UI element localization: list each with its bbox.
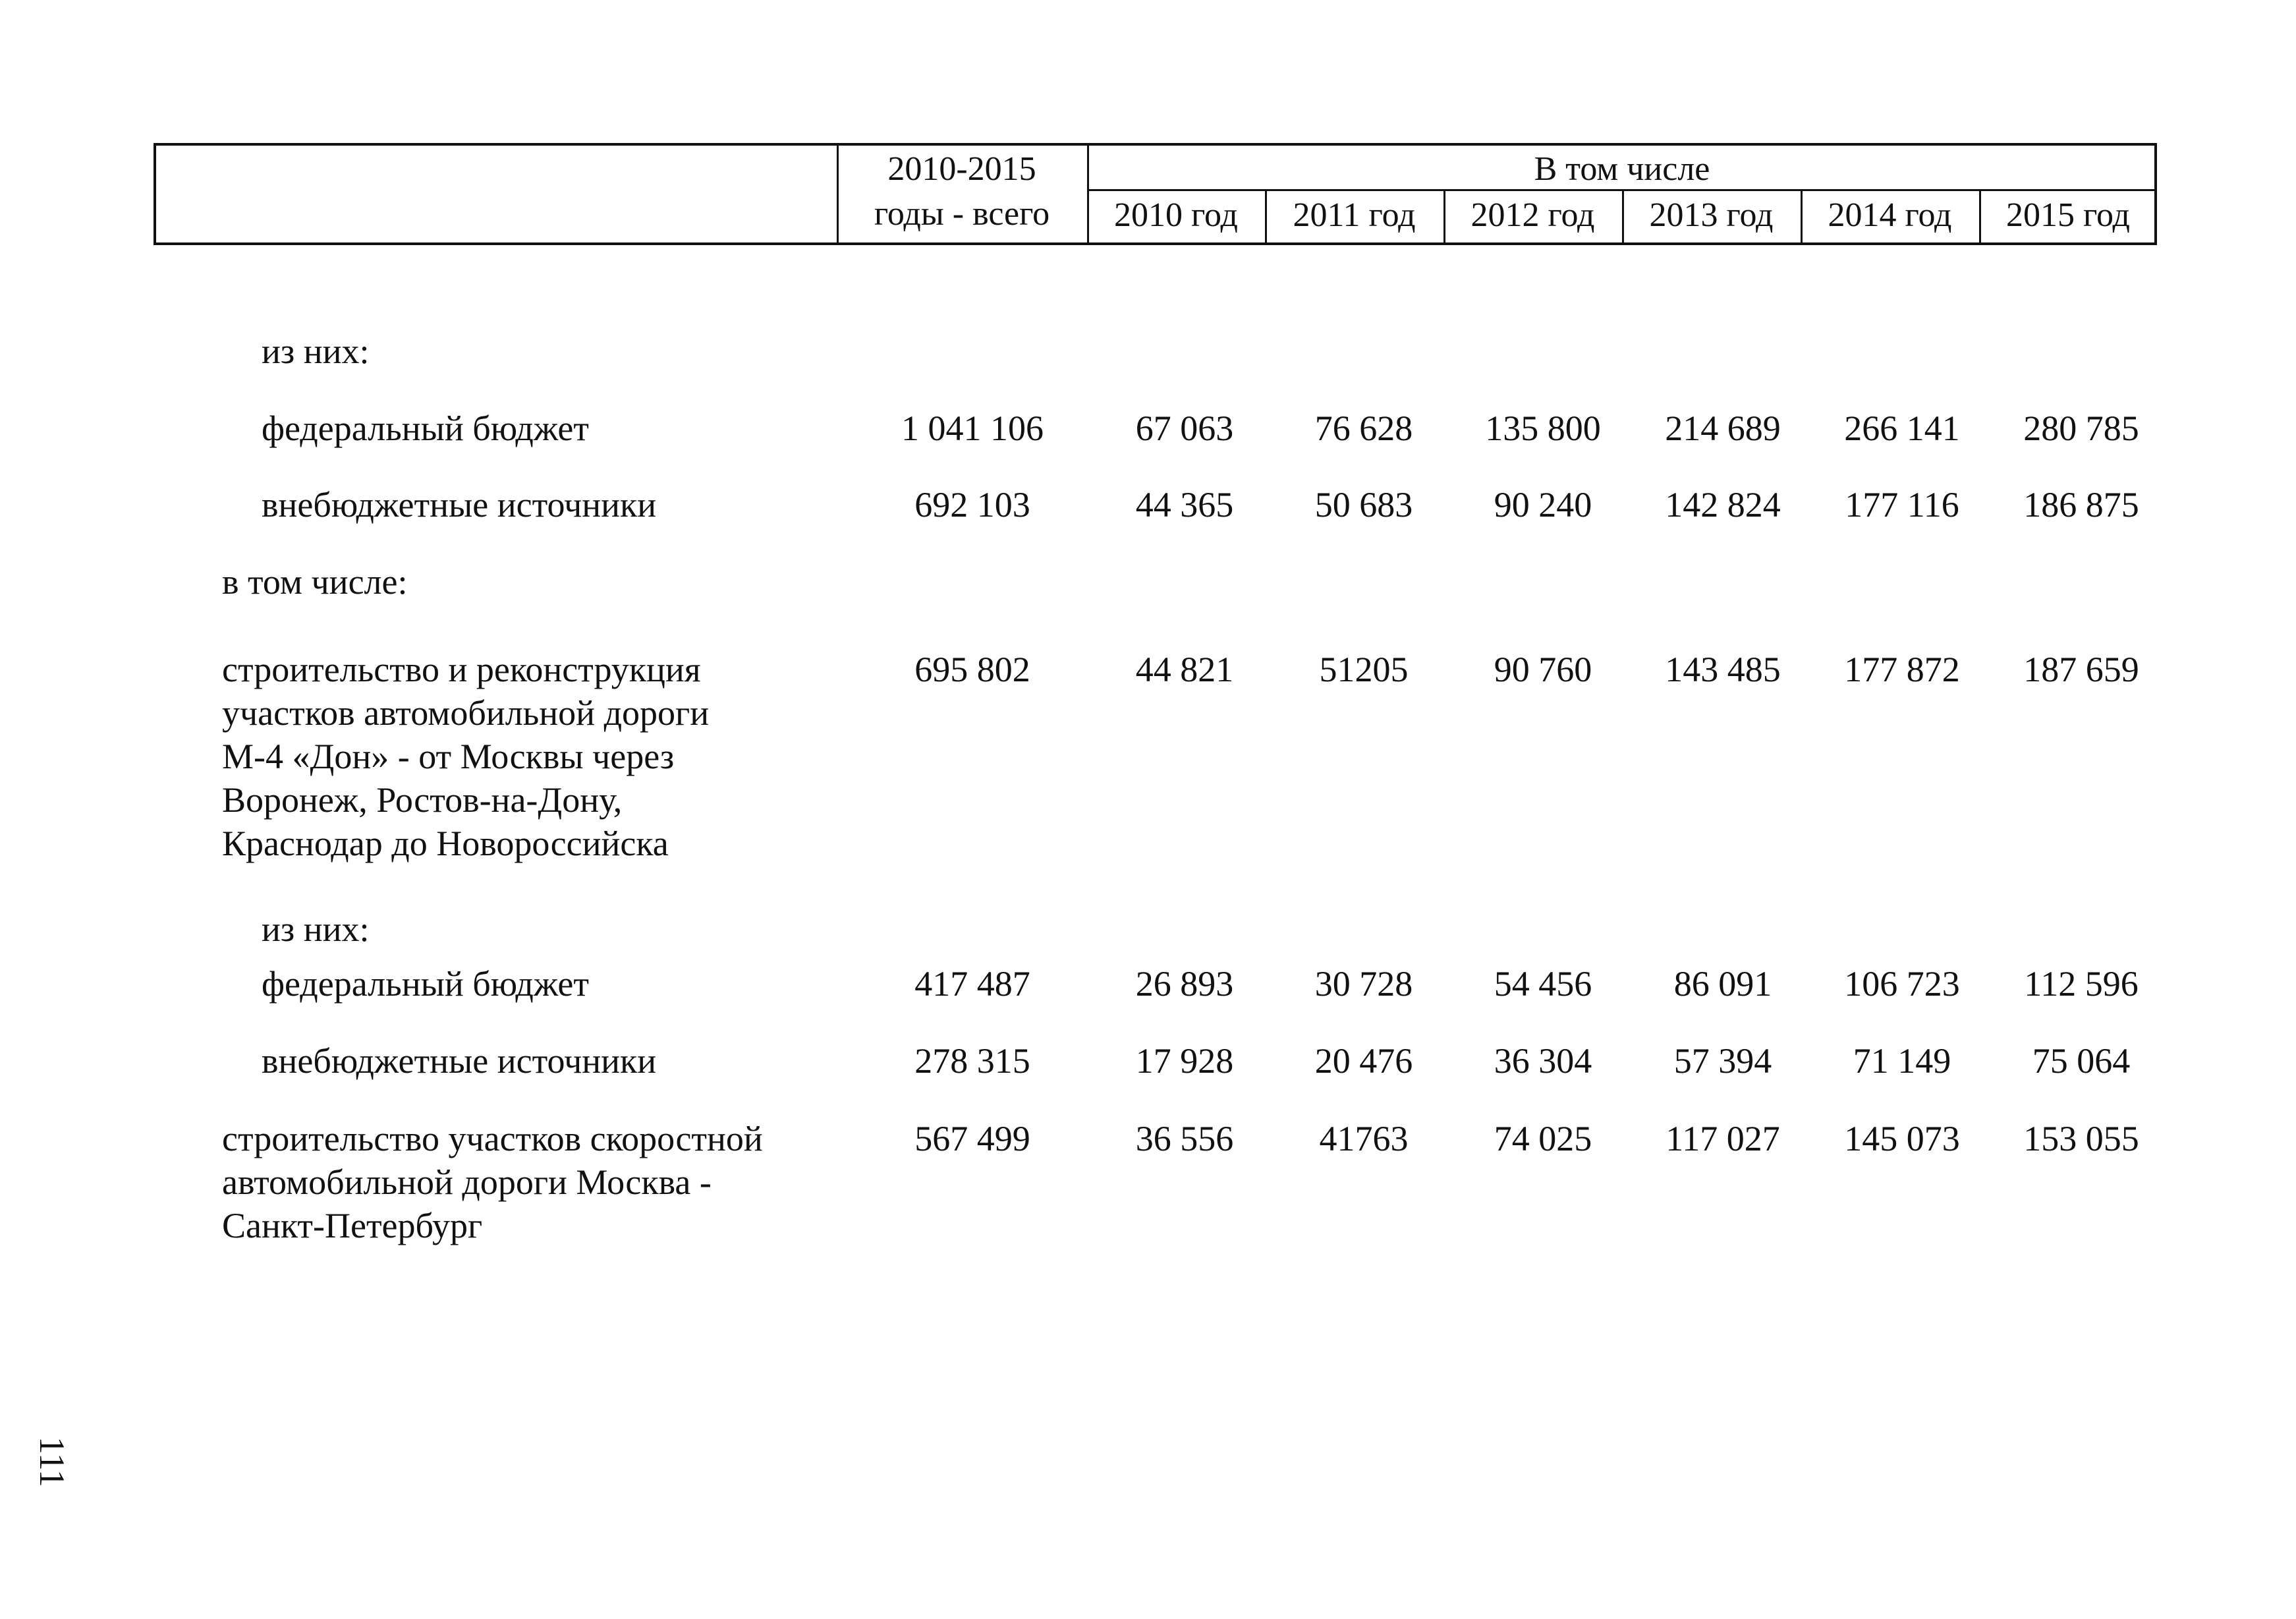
header-year-2010: 2010 год <box>1114 196 1238 234</box>
cell-2011: 30 728 <box>1314 964 1413 1004</box>
header-total-line2: годы - всего <box>874 195 1050 233</box>
cell-2011: 20 476 <box>1314 1041 1413 1081</box>
cell-2011: 50 683 <box>1314 485 1413 525</box>
cell-2014: 266 141 <box>1844 409 1960 448</box>
cell-2014: 71 149 <box>1853 1041 1951 1081</box>
cell-2015: 280 785 <box>2023 409 2139 448</box>
cell-total: 417 487 <box>914 964 1030 1004</box>
cell-2011: 76 628 <box>1314 409 1413 448</box>
cell-2014: 177 116 <box>1845 485 1959 525</box>
cell-total: 1 041 106 <box>901 409 1044 448</box>
cell-2012: 90 760 <box>1494 650 1592 689</box>
cell-total: 567 499 <box>914 1119 1030 1158</box>
header-year-2012: 2012 год <box>1470 196 1595 234</box>
cell-2010: 26 893 <box>1135 964 1234 1004</box>
cell-2010: 36 556 <box>1135 1119 1234 1158</box>
header-group: В том числе <box>1534 150 1710 188</box>
cell-total: 278 315 <box>914 1041 1030 1081</box>
header-year-2015: 2015 год <box>2006 196 2130 234</box>
cell-2015: 187 659 <box>2023 650 2139 689</box>
row-label: внебюджетные источники <box>262 485 657 525</box>
cell-2013: 143 485 <box>1665 650 1781 689</box>
cell-2013: 86 091 <box>1673 964 1772 1004</box>
header-year-2014: 2014 год <box>1828 196 1952 234</box>
cell-2012: 54 456 <box>1494 964 1592 1004</box>
row-label: из них: <box>262 331 370 371</box>
cell-2010: 67 063 <box>1135 409 1234 448</box>
row-label: федеральный бюджет <box>262 409 589 448</box>
row-label: строительство и реконструкция участков автомобильной дороги М-4 «Дон» - от Москвы через Воронеж, Ростов-на-Дону, Краснодар до Новороссийска <box>222 650 710 863</box>
cell-2012: 135 800 <box>1485 409 1601 448</box>
cell-2014: 145 073 <box>1844 1119 1960 1158</box>
cell-2013: 57 394 <box>1673 1041 1772 1081</box>
cell-2012: 90 240 <box>1494 485 1592 525</box>
page-number: 111 <box>32 1436 72 1487</box>
cell-2011: 51205 <box>1319 650 1409 689</box>
cell-2013: 214 689 <box>1665 409 1781 448</box>
cell-2010: 17 928 <box>1135 1041 1234 1081</box>
header-total-line1: 2010-2015 <box>887 150 1036 188</box>
row-divider <box>1087 189 2154 191</box>
row-label: строительство участков скоростной автомобильной дороги Москва - Санкт-Петербург <box>222 1119 763 1245</box>
cell-2013: 117 027 <box>1666 1119 1780 1158</box>
cell-total: 692 103 <box>914 485 1030 525</box>
cell-2011: 41763 <box>1319 1119 1409 1158</box>
row-label: в том числе: <box>222 562 408 602</box>
cell-total: 695 802 <box>914 650 1030 689</box>
table-header <box>154 143 2157 245</box>
cell-2015: 186 875 <box>2023 485 2139 525</box>
cell-2012: 74 025 <box>1494 1119 1592 1158</box>
cell-2015: 153 055 <box>2023 1119 2139 1158</box>
header-year-2011: 2011 год <box>1293 196 1416 234</box>
cell-2014: 106 723 <box>1844 964 1960 1004</box>
row-label: федеральный бюджет <box>262 964 589 1004</box>
header-year-2013: 2013 год <box>1649 196 1774 234</box>
cell-2013: 142 824 <box>1665 485 1781 525</box>
row-label: внебюджетные источники <box>262 1041 657 1081</box>
row-label: из них: <box>262 909 370 949</box>
cell-2010: 44 821 <box>1135 650 1234 689</box>
cell-2015: 75 064 <box>2032 1041 2131 1081</box>
cell-2015: 112 596 <box>2024 964 2139 1004</box>
cell-2014: 177 872 <box>1844 650 1960 689</box>
cell-2012: 36 304 <box>1494 1041 1592 1081</box>
cell-2010: 44 365 <box>1135 485 1234 525</box>
